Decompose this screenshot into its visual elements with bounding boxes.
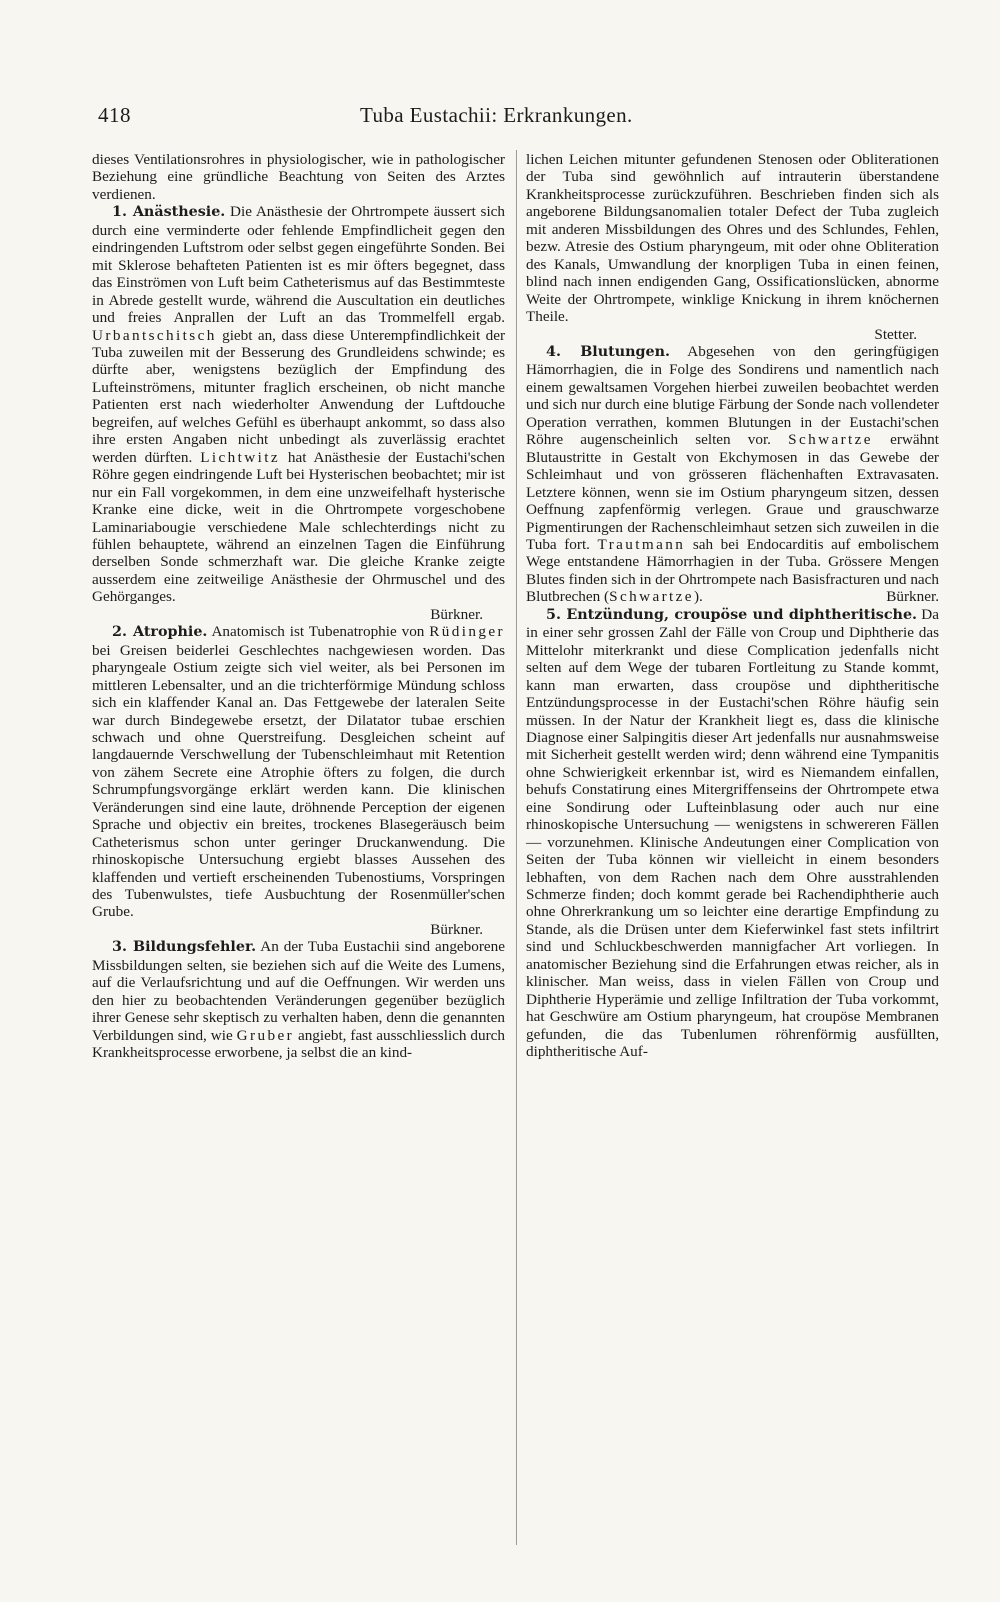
- section-text: Da in einer sehr grossen Zahl der Fälle von Croup und Diphtherie das Mittelohr miterkrankt und diese Complication jedenfalls nicht selten auf dem Wege der tubaren Fortleitung zu Stande kommt, kann man erwarten, dass croupöse und diphtheritische Entzündungsprocesse in der Eustachi'schen Röhre häufig sein müssen. In der Natur der Krankheit liegt es, dass die klinische Diagnose einer Salpingitis dieser Art jedenfalls nur ausnahmsweise mit Sicherheit gestellt werden wird; denn während eine Tympanitis ohne Schwierigkeit erkennbar ist, wird es Niemandem einfallen, behufs Constatirung eines Mitergriffenseins der Ohrtrompete etwa eine Sondirung oder Lufteinblasung oder auch nur eine rhinoskopische Untersuchung — wenigstens in schwereren Fällen — vorzunehmen. Klinische Andeutungen einer Complication von Seiten der Tuba können wir vielleicht in einem besonders lebhaften, von dem Rachen nach dem Ohre ausstrahlenden Schmerze finden; doch kommt gerade bei Rachendiphtherie auch ohne Ohrerkrankung um so leichter eine derartige Empfindung zu Stande, als die Drüsen unter dem Kieferwinkel fast stets infiltrirt sind und Schluckbeschwerden mannigfacher Art vorliegen. In anatomischer Beziehung sind die Erfahrungen etwas reicher, als in klinischer. Man weiss, dass in vielen Fällen von Croup und Diphtherie Hyperämie und zellige Infiltration der Tuba vorkommt, hat Geschwüre am Ostium pharyngeum, hat croupöse Membranen gefunden, die das Tubenlumen röhrenförmig ausfüllten, diphtheritische Auf-: [526, 605, 939, 1061]
- author-name: Rüdinger: [429, 623, 506, 641]
- section-text: erwähnt Blutaustritte in Gestalt von Ekchymosen in das Gewebe der Schleimhaut und von grösseren flächenhaften Extravasaten. Letztere können, wenn sie im Ostium pharyngeum sitzen, dessen Oeffnung zapfenförmig verlegen. Graue und grauschwarze Pigmentirungen der Rachenschleimhaut setzen sich zuweilen in die Tuba fort.: [526, 431, 939, 553]
- author-name: Schwartze: [788, 431, 873, 449]
- author-name: Gruber: [236, 1026, 295, 1044]
- section-text: angiebt, fast ausschliesslich durch Krankheitsprocesse erworbene, ja selbst die an kind-: [92, 1026, 505, 1062]
- section-atrophie: [92, 623, 505, 921]
- section-heading-atrophie: 2. Atrophie.: [112, 624, 208, 641]
- section-text: giebt an, dass diese Unterempfindlichkeit der Tuba zuweilen mit der Besserung des Grundleidens schwinde; es dürfte aber, wenigstens bezüglich der Empfindung des Lufteinströmens, mitunter fraglich erscheinen, ob nicht manche Patienten erst nach wiederholter Anwendung der Luftdouche begreifen, auf welches Gefühl es überhaupt ankommt, so dass also ihre ersten Angaben nicht unbedingt als zuverlässig erachtet werden dürften.: [92, 326, 506, 466]
- section-bildungsfehler: [92, 938, 505, 1061]
- running-head: [98, 103, 938, 133]
- section-entzuendung: [526, 606, 939, 1061]
- section-text: Anatomisch ist Tubenatrophie von: [211, 623, 425, 641]
- section-text: hat Anästhesie der Eustachi'schen Röhre gegen eindringende Luft bei Hysterischen beobachtet; mir ist nur ein Fall vorgekommen, in dem eine unzweifelhaft hysterische Kranke eine dicke, weit in die Ohrtrompete vorgeschobene Laminariabougie verschiedene Male schlechterdings nicht zu fühlen behauptete, während an einzelnen Tagen die Einführung derselben Sonde schmerzhaft war. Die gleiche Kranke zeigte ausserdem eine zeitweilige Anästhesie der Ohrmuschel und des Gehörganges.: [92, 448, 506, 606]
- section-blutungen: [526, 343, 939, 606]
- running-title: Tuba Eustachii: Erkrankungen.: [360, 103, 633, 127]
- author-name: Trautmann: [597, 535, 686, 553]
- author-signature: Bürkner.: [430, 605, 483, 623]
- author-name: Lichtwitz: [200, 448, 280, 466]
- section-text: Die Anästhesie der Ohrtrompete äussert sich durch eine verminderte oder fehlende Empfindlicheit gegen den eindringenden Luftstrom oder selbst gegen eingeführte Sonden. Bei mit Sklerose behafteten Patienten ist es mir öfters begegnet, dass das Einströmen von Luft beim Catheterismus auf das Bestimmteste in Abrede gestellt wurde, während die Auscultation ein deutliches und freies Anprallen der Luft an das Trommelfell ergab.: [92, 203, 505, 327]
- section-text: bei Greisen beiderlei Geschlechtes nachgewiesen worden. Das pharyngeale Ostium zeigte sich viel weiter, als bei Personen im mittleren Lebensalter, und an die trichterförmige Mündung schloss sich ein klaffender Kanal an. Das Fettgewebe der lateralen Seite war durch Bindegewebe ersetzt, der Dilatator tubae erschien schwach und ohne Querstreifung. Desgleichen scheint auf langdauernde Verschwellung der Tubenschleimhaut mit Retention von zähem Secrete eine Atrophie öfters zu folgen, die durch Schrumpfungsvorgänge erklärt werden kann. Die klinischen Veränderungen sind eine laute, dröhnende Perception der eigenen Sprache und objectiv ein breites, trockenes Blasegeräusch beim Catheterismus schon unter geringer Druckanwendung. Die rhinoskopische Untersuchung ergiebt blasses Aussehen des klaffenden und vertieft erscheinenden Tubenostiums, Vorspringen des Tubenwulstes, tiefe Ausbuchtung der Rosenmüller'schen Grube.: [92, 641, 505, 921]
- intro-paragraph: [92, 151, 505, 203]
- author-name: Urbantschitsch: [92, 326, 217, 344]
- left-column: [92, 151, 505, 1062]
- section-text: sah bei Endocarditis auf embolischem Wege entstandene Hämorrhagien in der Tuba. Grössere Mengen Blutes finden sich in der Ohrtrompete nach Basisfracturen und nach Blutbrechen (: [526, 535, 940, 606]
- author-signature: Bürkner.: [430, 920, 483, 938]
- author-signature: Stetter.: [874, 325, 917, 343]
- intro-text: dieses Ventilationsrohres in physiologischer, wie in pathologischer Beziehung eine gründliche Beachtung von Seiten des Arztes verdienen.: [92, 151, 505, 203]
- section-heading-entzuendung: 5. Entzündung, croupöse und diphtheritische.: [546, 606, 918, 623]
- section-text: An der Tuba Eustachii sind angeborene Missbildungen selten, sie beziehen sich auf die Weite des Lumens, auf die Verlaufsrichtung und auf die Oeffnungen. Wir werden uns den hier zu beobachtenden Veränderungen gegenüber bezüglich ihrer Genese sehr skeptisch zu verhalten haben, denn die genannten Verbildungen sind, wie: [92, 938, 505, 1044]
- page-number: 418: [98, 103, 131, 127]
- section-text: ).: [693, 588, 703, 606]
- author-name: Schwartze: [609, 588, 694, 606]
- column-divider: [516, 150, 517, 1545]
- section-heading-bildungsfehler: 3. Bildungsfehler.: [112, 939, 257, 956]
- right-column: [526, 151, 939, 1061]
- section-bildungsfehler-continued: [526, 151, 939, 326]
- section-anaesthesie: [92, 203, 505, 605]
- section-text: lichen Leichen mitunter gefundenen Stenosen oder Obliterationen der Tuba sind gewöhnlich auf intrauterin überstandene Krankheitsprocesse zurückzuführen. Beschrieben finden sich als angeborene Bildungsanomalien totaler Defect der Tuba zugleich mit anderen Missbildungen des Ohres und des Schlundes, Fehlen, bezw. Atresie des Ostium pharyngeum, mit oder ohne Obliteration des Kanals, Umwandlung der knorpligen Tuba in einen feinen, blind nach innen endigenden Gang, Ossificationslücken, abnorme Weite der Ohrtrompete, winklige Knickung in ihrem knöchernen Theile.: [526, 151, 939, 326]
- author-signature: Bürkner.: [886, 588, 939, 606]
- section-heading-blutungen: 4. Blutungen.: [546, 343, 670, 360]
- section-text: Abgesehen von den geringfügigen Hämorrhagien, die in Folge des Sondirens und namentlich nach einem gewaltsamen Vorgehen hierbei zuweilen beobachtet werden und sich nur durch eine blutige Färbung der Sonde nach vollendeter Operation verrathen, kommen Blutungen in der Eustachi'schen Röhre augenscheinlich selten vor.: [526, 342, 939, 449]
- section-heading-anaesthesie: 1. Anästhesie.: [112, 204, 226, 221]
